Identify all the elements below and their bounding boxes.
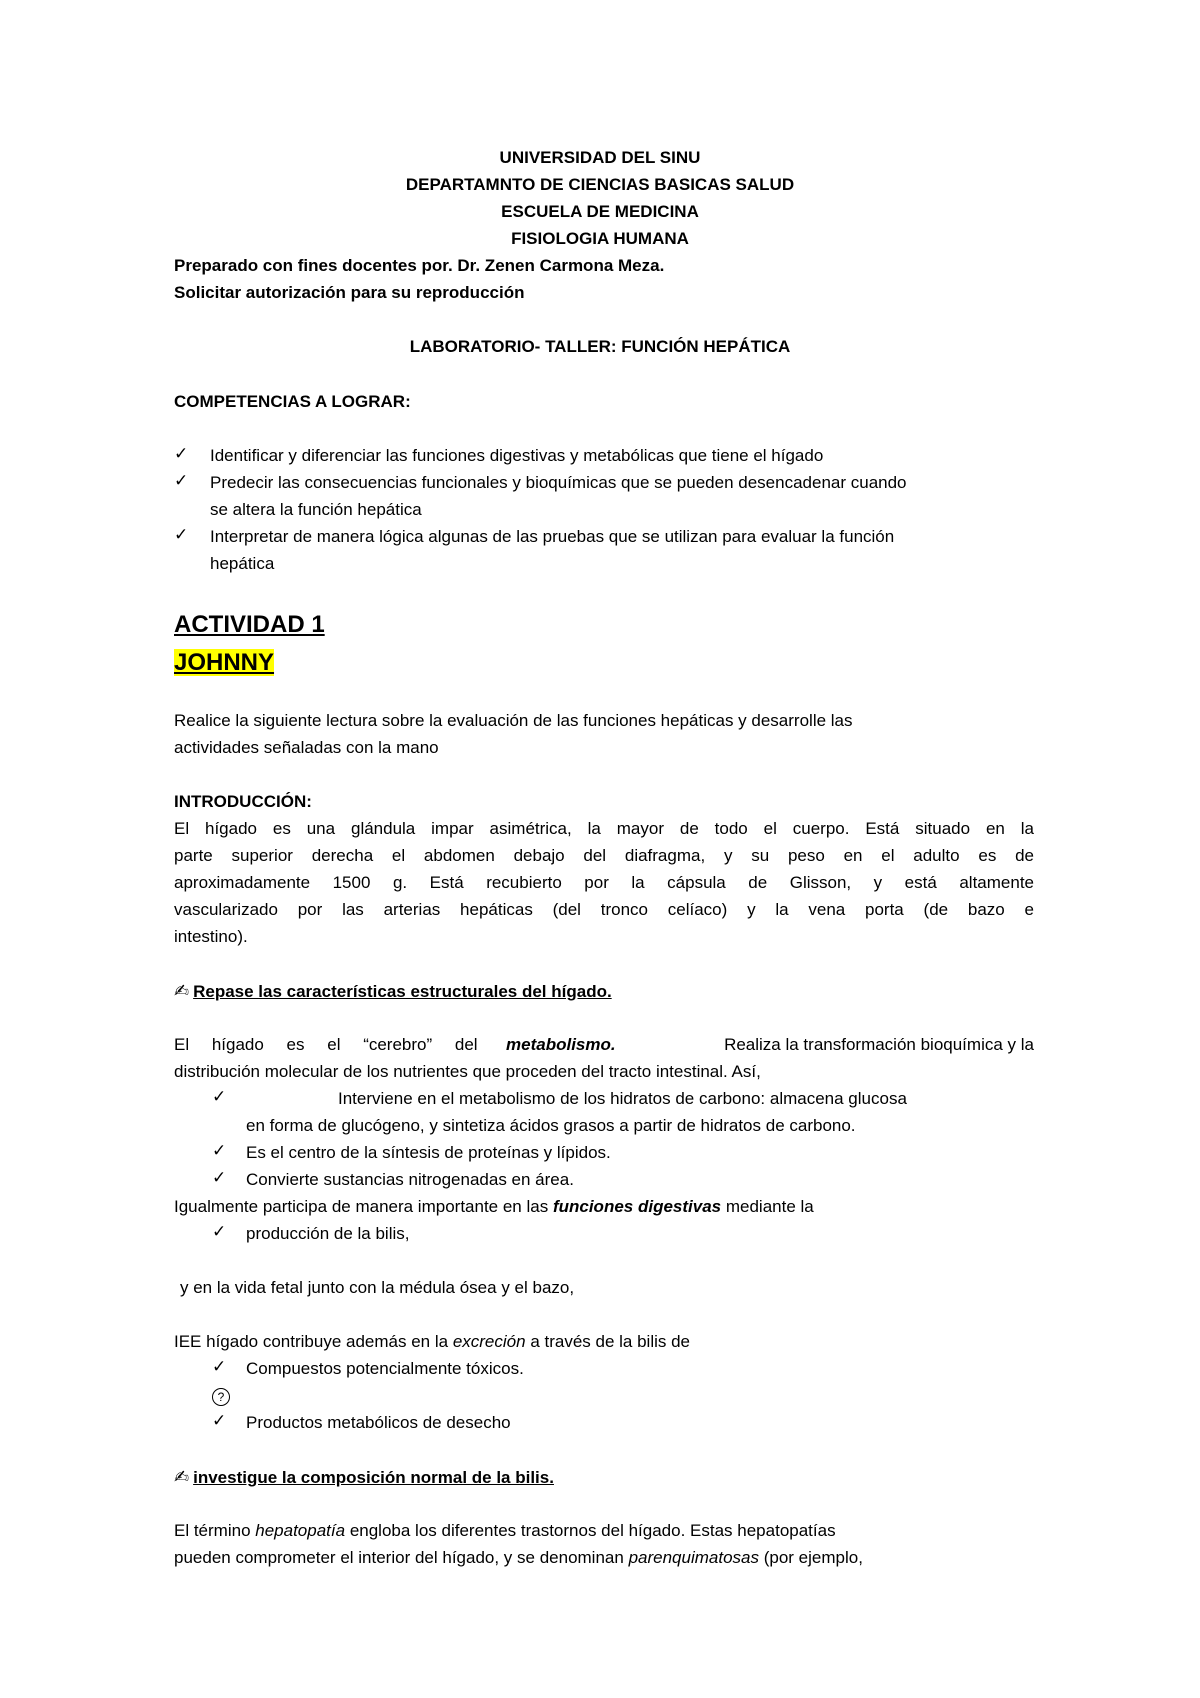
- hepatopathy-text: (por ejemplo,: [763, 1548, 863, 1567]
- hepatopathy-text: El término: [174, 1521, 251, 1540]
- excretion-text: IEE hígado contribuye además en la: [174, 1332, 449, 1351]
- checkmark-icon: ✓: [212, 1087, 227, 1106]
- metabolism-line-part: El hígado es el “cerebro” del: [174, 1035, 478, 1054]
- metabolism-item: Es el centro de la síntesis de proteínas y lípidos.: [246, 1143, 611, 1162]
- intro-paragraph-line: aproximadamente 1500 g. Está recubierto por la cápsula de Glisson, y está altamente: [174, 873, 1034, 892]
- course-name: FISIOLOGIA HUMANA: [511, 229, 689, 248]
- hepatopathy-emphasis: hepatopatía: [255, 1521, 346, 1540]
- checkmark-icon: ✓: [212, 1168, 227, 1187]
- task-bile-composition: [174, 1467, 554, 1488]
- hepatopathy-text: pueden comprometer el interior del hígado, y se denominan: [174, 1548, 624, 1567]
- task-text: investigue la composición normal de la bilis.: [193, 1468, 554, 1487]
- task-review-structure: [174, 981, 612, 1002]
- intro-paragraph-line: vascularizado por las arterias hepáticas (del tronco celíaco) y la vena porta (de bazo e: [174, 900, 1034, 919]
- missing-symbol: ?: [212, 1388, 230, 1406]
- prepared-by: Preparado con fines docentes por. Dr. Zenen Carmona Meza.: [174, 256, 665, 275]
- hepatopathy-text: engloba los diferentes trastornos del hígado. Estas hepatopatías: [349, 1521, 836, 1540]
- excretion-item: Productos metabólicos de desecho: [246, 1413, 511, 1432]
- metabolism-item: Interviene en el metabolismo de los hidratos de carbono: almacena glucosa: [338, 1089, 907, 1108]
- excretion-emphasis: excreción: [452, 1332, 526, 1351]
- activity-instruction: Realice la siguiente lectura sobre la evaluación de las funciones hepáticas y desarrolle las: [174, 711, 853, 730]
- hepatopathy-line: [174, 1548, 863, 1568]
- checkmark-icon: ✓: [174, 525, 189, 544]
- competency-item: Predecir las consecuencias funcionales y bioquímicas que se pueden desencadenar cuando: [210, 473, 907, 492]
- excretion-line: [174, 1332, 690, 1352]
- metabolism-intro: [174, 1035, 1034, 1055]
- department-name: DEPARTAMNTO DE CIENCIAS BASICAS SALUD: [405, 175, 795, 194]
- intro-paragraph-line: parte superior derecha el abdomen debajo del diafragma, y su peso en el adulto es de: [174, 846, 1034, 865]
- excretion-item: Compuestos potencialmente tóxicos.: [246, 1359, 524, 1378]
- writing-hand-icon: ✍: [174, 1467, 190, 1487]
- excretion-text: a través de la bilis de: [530, 1332, 691, 1351]
- metabolism-item-continued: en forma de glucógeno, y sintetiza ácidos grasos a partir de hidratos de carbono.: [246, 1116, 856, 1135]
- intro-paragraph-line: intestino).: [174, 927, 248, 946]
- reproduction-notice: Solicitar autorización para su reproducción: [174, 283, 525, 302]
- metabolism-emphasis: metabolismo.: [506, 1035, 616, 1054]
- activity-title: ACTIVIDAD 1: [174, 611, 325, 638]
- competency-item-continued: se altera la función hepática: [210, 500, 422, 519]
- checkmark-icon: ✓: [174, 471, 189, 490]
- competency-item: Interpretar de manera lógica algunas de las pruebas que se utilizan para evaluar la función: [210, 527, 895, 546]
- fetal-line: y en la vida fetal junto con la médula ósea y el bazo,: [180, 1278, 575, 1297]
- checkmark-icon: ✓: [212, 1357, 227, 1376]
- digestive-emphasis: funciones digestivas: [552, 1197, 722, 1216]
- hepatopathy-line: [174, 1521, 836, 1541]
- competency-item-continued: hepática: [210, 554, 275, 573]
- digestive-line: [174, 1197, 814, 1217]
- competency-item: Identificar y diferenciar las funciones digestivas y metabólicas que tiene el hígado: [210, 446, 824, 465]
- writing-hand-icon: ✍: [174, 981, 190, 1001]
- activity-name-wrap: [174, 648, 274, 678]
- university-name: UNIVERSIDAD DEL SINU: [499, 148, 701, 167]
- checkmark-icon: ✓: [212, 1222, 227, 1241]
- task-text: Repase las características estructurales del hígado.: [193, 982, 612, 1001]
- digestive-text: mediante la: [725, 1197, 814, 1216]
- digestive-item: producción de la bilis,: [246, 1224, 410, 1243]
- metabolism-item: Convierte sustancias nitrogenadas en área.: [246, 1170, 574, 1189]
- intro-heading: INTRODUCCIÓN:: [174, 792, 312, 811]
- competencies-heading: COMPETENCIAS A LOGRAR:: [174, 392, 411, 411]
- activity-instruction-continued: actividades señaladas con la mano: [174, 738, 439, 757]
- checkmark-icon: ✓: [212, 1411, 227, 1430]
- metabolism-line-part: Realiza la transformación bioquímica y la: [724, 1035, 1034, 1054]
- intro-paragraph-line: El hígado es una glándula impar asimétrica, la mayor de todo el cuerpo. Está situado en la: [174, 819, 1034, 838]
- activity-student-name: JOHNNY: [174, 649, 275, 676]
- unknown-glyph-icon: [212, 1386, 230, 1406]
- lab-title: LABORATORIO- TALLER: FUNCIÓN HEPÁTICA: [409, 337, 791, 356]
- hepatopathy-emphasis: parenquimatosas: [628, 1548, 759, 1567]
- checkmark-icon: ✓: [212, 1141, 227, 1160]
- school-name: ESCUELA DE MEDICINA: [501, 202, 699, 221]
- metabolism-line: distribución molecular de los nutrientes que proceden del tracto intestinal. Así,: [174, 1062, 761, 1081]
- checkmark-icon: ✓: [174, 444, 189, 463]
- digestive-text: Igualmente participa de manera importante en las: [174, 1197, 549, 1216]
